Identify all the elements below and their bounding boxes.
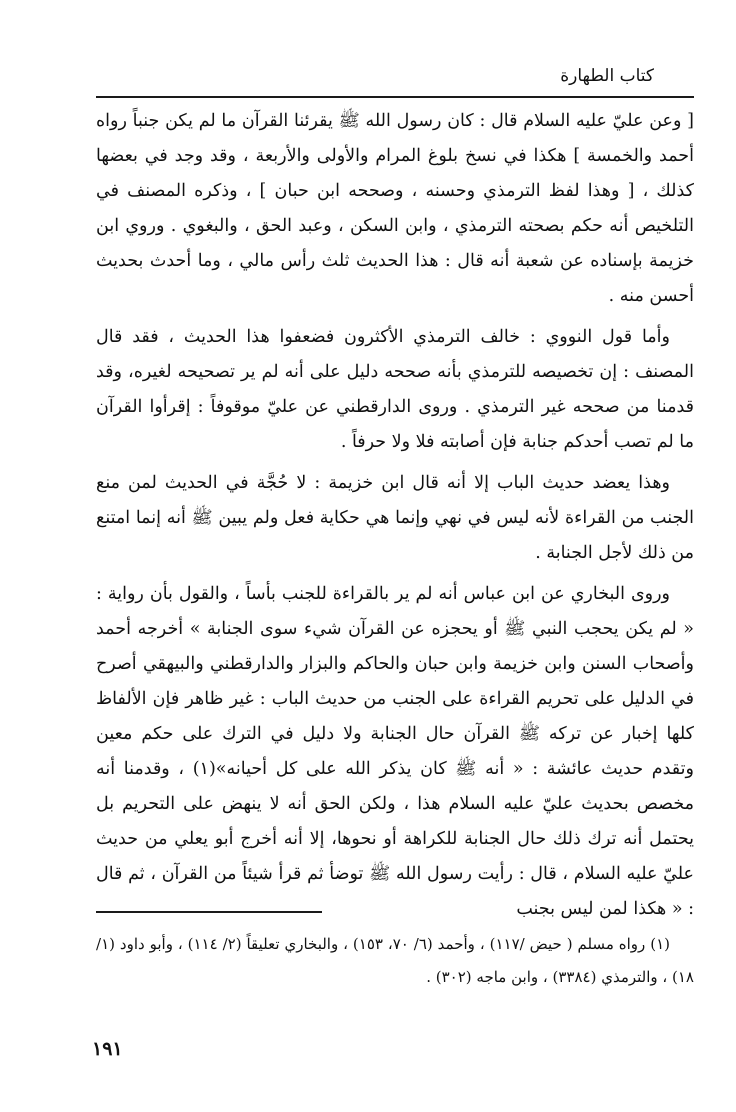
- main-text: [96, 104, 694, 933]
- page-number: ١٩١: [92, 1038, 123, 1060]
- paragraph: وهذا يعضد حديث الباب إلا أنه قال ابن خزيمة : لا حُجَّة في الحديث لمن منع الجنب من القراءة لأنه ليس في نهي وإنما هي حكاية فعل ولم يبين ﷺ أنه إنما امتنع من ذلك لأجل الجنابة .: [96, 473, 694, 563]
- footnote-rule: [96, 911, 322, 913]
- paragraph: [ وعن عليّ عليه السلام قال : كان رسول الله ﷺ يقرئنا القرآن ما لم يكن جنباً رواه أحمد والخمسة ] هكذا في نسخ بلوغ المرام والأولى والأربعة ، وقد وجد في بعضها كذلك ، [ وهذا لفظ الترمذي وحسنه ، وصححه ابن حبان ] ، وذكره المصنف في التلخيص أنه حكم بصحته الترمذي ، وابن السكن ، وعبد الحق ، والبغوي . وروي ابن خزيمة بإسناده عن شعبة أنه قال : هذا الحديث ثلث رأس مالي ، وما أحدث بحديث أحسن منه .: [96, 111, 694, 306]
- paragraph: وروى البخاري عن ابن عباس أنه لم ير بالقراءة للجنب بأساً ، والقول بأن رواية : « لم يكن يحجب النبي ﷺ أو يحجزه عن القرآن شيء سوى الجنابة » أخرجه أحمد وأصحاب السنن وابن خزيمة وابن حبان والحاكم والبزار والدارقطني والبيهقي أصرح في الدليل على تحريم القراءة على الجنب من حديث الباب : غير ظاهر فإن الألفاظ كلها إخبار عن تركه ﷺ القرآن حال الجنابة ولا دليل في الترك على حكم معين وتقدم حديث عائشة : « أنه ﷺ كان يذكر الله على كل أحيانه»(١) ، وقدمنا أنه مخصص بحديث عليّ عليه السلام هذا ، ولكن الحق أنه لا ينهض على التحريم بل يحتمل أنه ترك ذلك حال الجنابة للكراهة أو نحوها، إلا أنه أخرج أبو يعلي من حديث عليّ عليه السلام ، قال : رأيت رسول الله ﷺ توضأ ثم قرأ شيئاً من القرآن ، ثم قال : « هكذا لمن ليس بجنب: [96, 584, 694, 919]
- header-rule: [96, 96, 694, 98]
- footnote: (١) رواه مسلم ( حيض /١١٧) ، وأحمد (٦/ ٧٠، ١٥٣) ، والبخاري تعليقاً (٢/ ١١٤) ، وأبو داود (١/ ١٨) ، والترمذي (٣٣٨٤) ، وابن ماجه (٣٠٢) .: [96, 935, 694, 986]
- paragraph: وأما قول النووي : خالف الترمذي الأكثرون فضعفوا هذا الحديث ، فقد قال المصنف : إن تخصيصه للترمذي بأنه صححه دليل على أنه لم ير تصحيحه لغيره، وقد قدمنا من صححه غير الترمذي . وروى الدارقطني عن عليّ موقوفاً : إقرأوا القرآن ما لم تصب أحدكم جنابة فإن أصابته فلا ولا حرفاً .: [96, 327, 694, 452]
- running-title: كتاب الطهارة: [560, 66, 654, 86]
